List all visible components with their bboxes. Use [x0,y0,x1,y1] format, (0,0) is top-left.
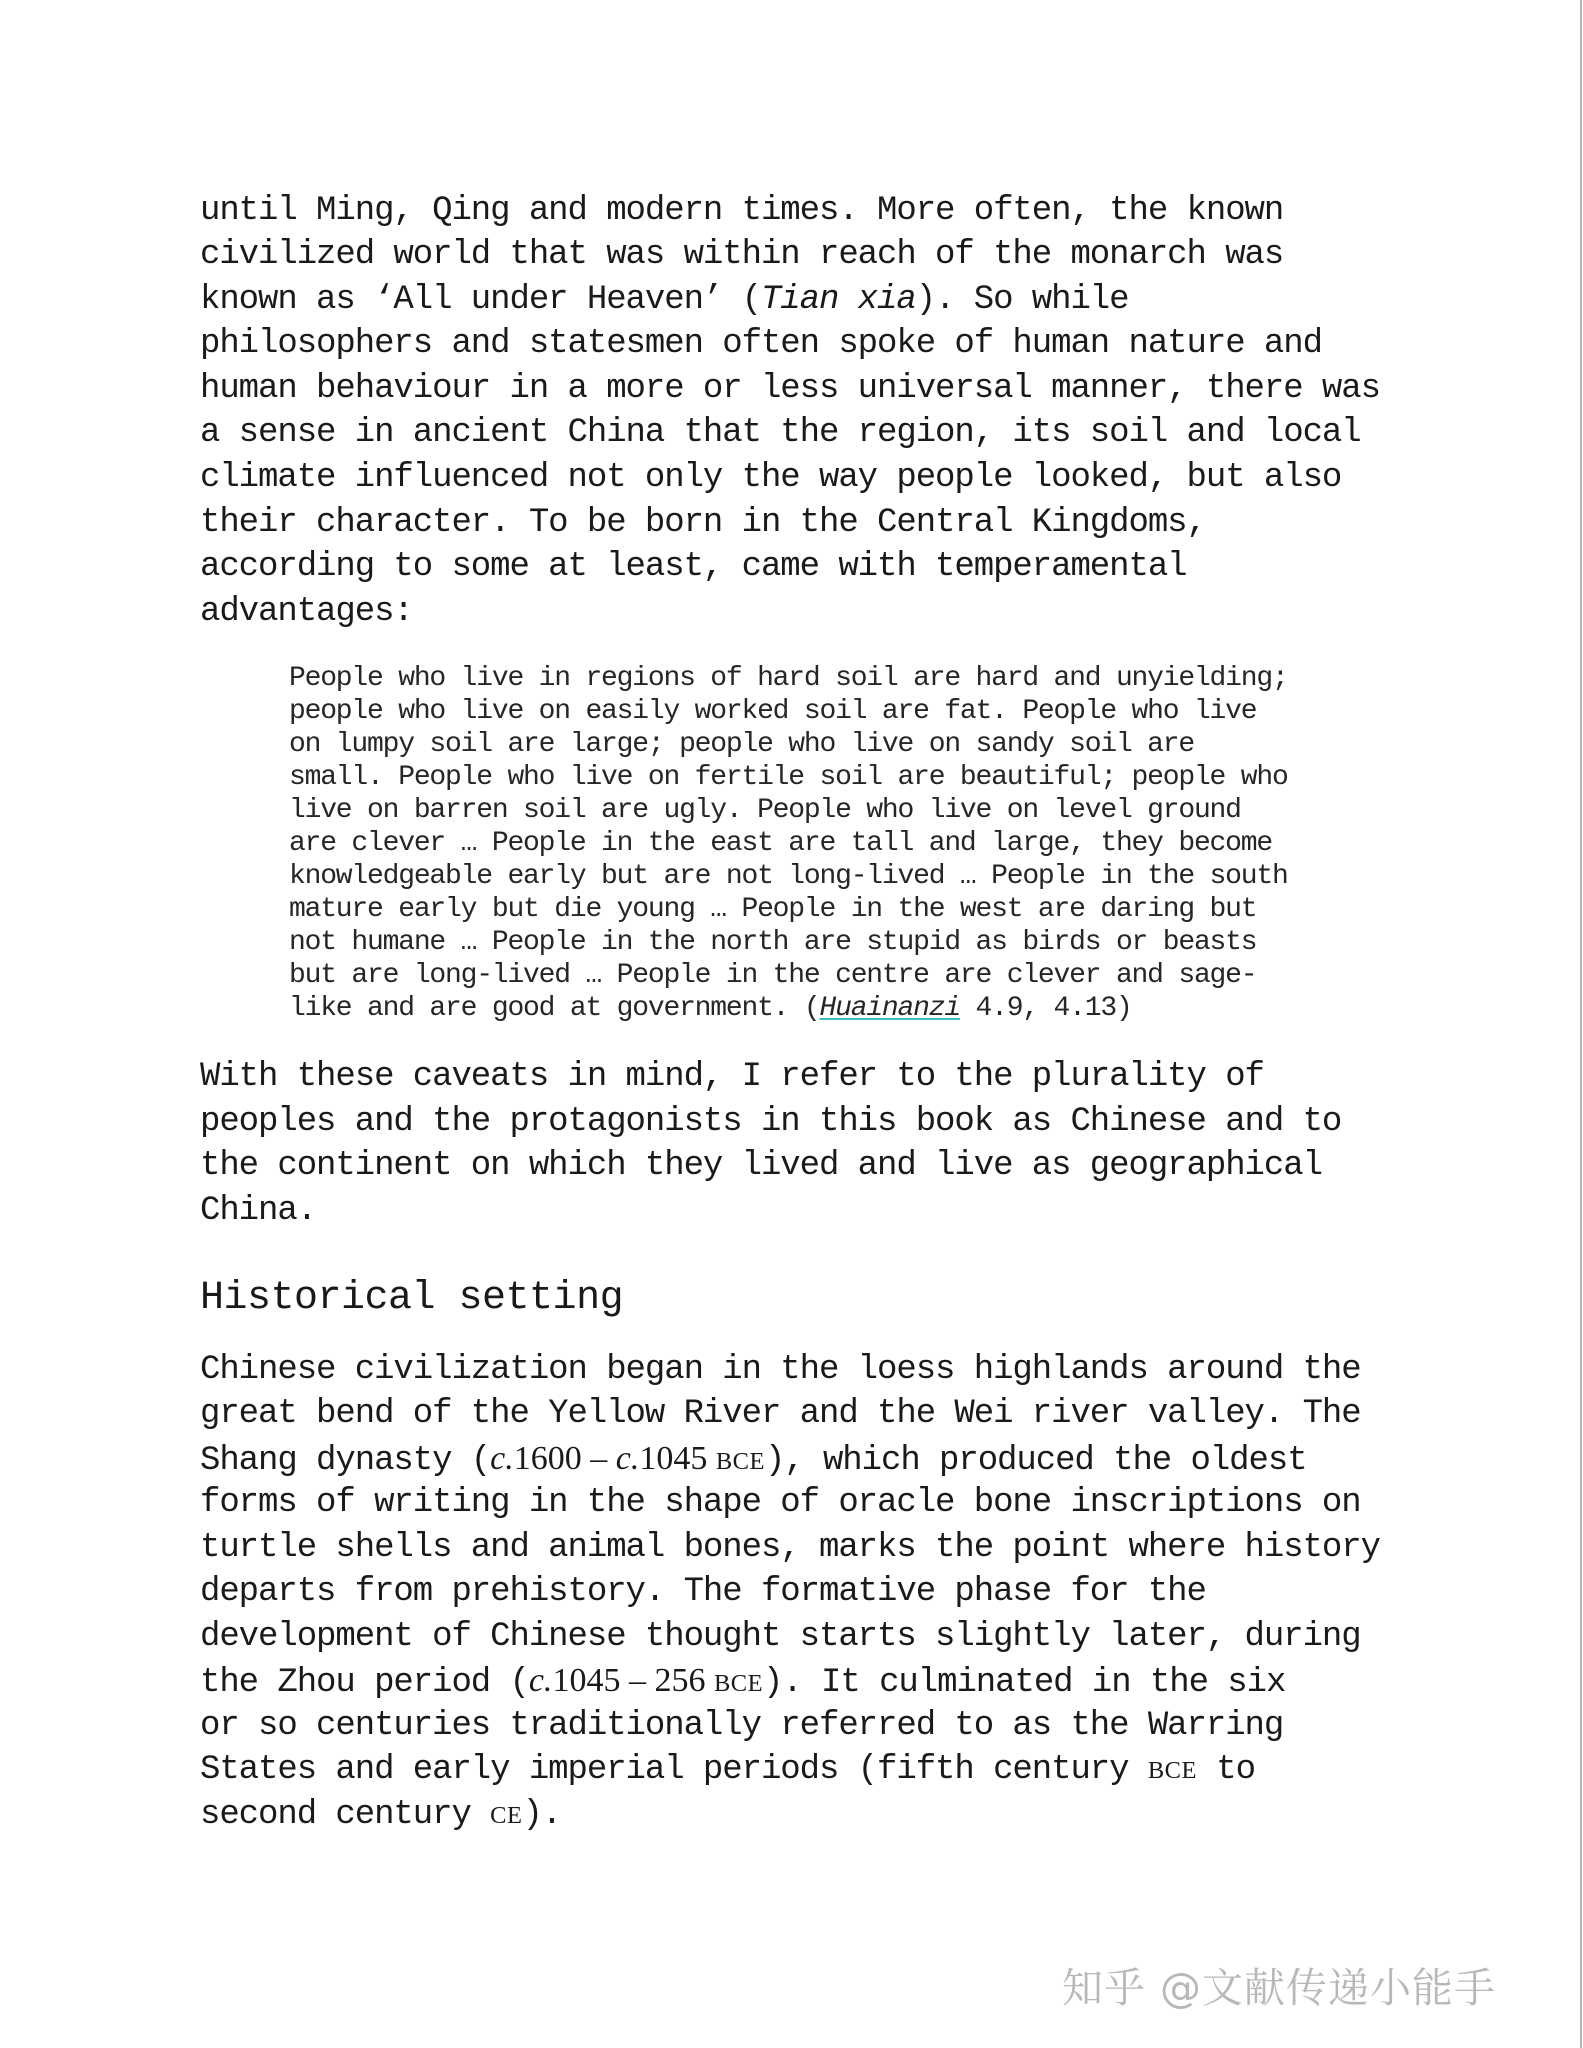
italic-term-tian-xia: Tian xia [760,281,916,319]
en-dash: – [581,1440,616,1477]
text-line: turtle shells and animal bones, marks the point where history [200,1529,1380,1567]
text-line [200,1437,1307,1481]
text-line [200,278,1129,322]
text-line: according to some at least, came with temperamental [200,548,1187,586]
section-heading: Historical setting [200,1276,624,1321]
text-span: ), which produced the oldest [764,1442,1307,1480]
era-label: CE [490,1802,523,1829]
citation-refs: 4.9, 4.13) [959,993,1132,1024]
text-line: until Ming, Qing and modern times. More often, the known [200,192,1284,230]
text-span: ). [522,1796,562,1834]
text-span: second century [200,1796,491,1834]
page-right-edge [1580,0,1582,2048]
year: 1045 [552,1662,621,1699]
text-line: China. [200,1192,317,1230]
citation-link-huainanzi[interactable]: Huainanzi [819,993,960,1024]
text-line: peoples and the protagonists in this book as Chinese and to [200,1103,1342,1141]
text-line: great bend of the Yellow River and the Wei river valley. The [200,1395,1361,1433]
text-line: Chinese civilization began in the loess highlands around the [200,1351,1361,1389]
quote-line: mature early but die young … People in the west are daring but [289,894,1257,925]
quote-line: not humane … People in the north are stupid as birds or beasts [289,927,1257,958]
text-span: like and are good at government. ( [289,993,820,1024]
text-line: civilized world that was within reach of the monarch was [200,236,1284,274]
en-dash: – [620,1662,655,1699]
text-span: ). So while [915,281,1129,319]
year: 1600 [513,1440,582,1477]
quote-line: on lumpy soil are large; people who live on sandy soil are [289,729,1194,760]
quote-line: are clever … People in the east are tall and large, they become [289,828,1272,859]
circa-abbrev: c. [528,1662,553,1699]
text-line: development of Chinese thought starts slightly later, during [200,1618,1361,1656]
quote-line: people who live on easily worked soil are fat. People who live [289,696,1257,727]
circa-abbrev: c. [615,1440,640,1477]
text-span: to [1196,1751,1255,1789]
text-span: States and early imperial periods (fifth century [200,1751,1148,1789]
text-line: the continent on which they lived and live as geographical [200,1147,1322,1185]
quote-line: but are long-lived … People in the centre are clever and sage- [289,960,1257,991]
circa-abbrev: c. [490,1440,514,1477]
text-span: Shang dynasty ( [200,1442,491,1480]
year: 1045 [639,1440,708,1477]
text-line: departs from prehistory. The formative phase for the [200,1573,1206,1611]
era-label: BCE [713,1670,764,1697]
text-line: human behaviour in a more or less universal manner, there was [200,370,1380,408]
year: 256 [654,1662,706,1699]
text-line: a sense in ancient China that the region, its soil and local [200,414,1361,452]
era-label: BCE [1147,1757,1197,1784]
quote-line [289,992,1132,1025]
text-line: philosophers and statesmen often spoke of human nature and [200,325,1322,363]
text-line: advantages: [200,593,413,631]
quote-line: People who live in regions of hard soil are hard and unyielding; [289,663,1288,694]
text-line: With these caveats in mind, I refer to the plurality of [200,1058,1264,1096]
text-span: the Zhou period ( [200,1664,529,1702]
text-line [200,1748,1255,1792]
text-line [200,1659,1285,1703]
quote-line: knowledgeable early but are not long-lived … People in the south [289,861,1288,892]
text-span: ). It culminated in the six [763,1664,1286,1702]
text-line: forms of writing in the shape of oracle bone inscriptions on [200,1484,1361,1522]
watermark: 知乎 @文献传递小能手 [1062,1964,1497,2012]
era-label: BCE [715,1448,765,1475]
text-line: their character. To be born in the Central Kingdoms, [200,504,1206,542]
quote-line: live on barren soil are ugly. People who live on level ground [289,795,1241,826]
text-span: known as ‘All under Heaven’ ( [200,281,761,319]
text-line: or so centuries traditionally referred to as the Warring [200,1707,1284,1745]
text-line [200,1793,561,1837]
quote-line: small. People who live on fertile soil are beautiful; people who [289,762,1288,793]
text-line: climate influenced not only the way people looked, but also [200,459,1342,497]
